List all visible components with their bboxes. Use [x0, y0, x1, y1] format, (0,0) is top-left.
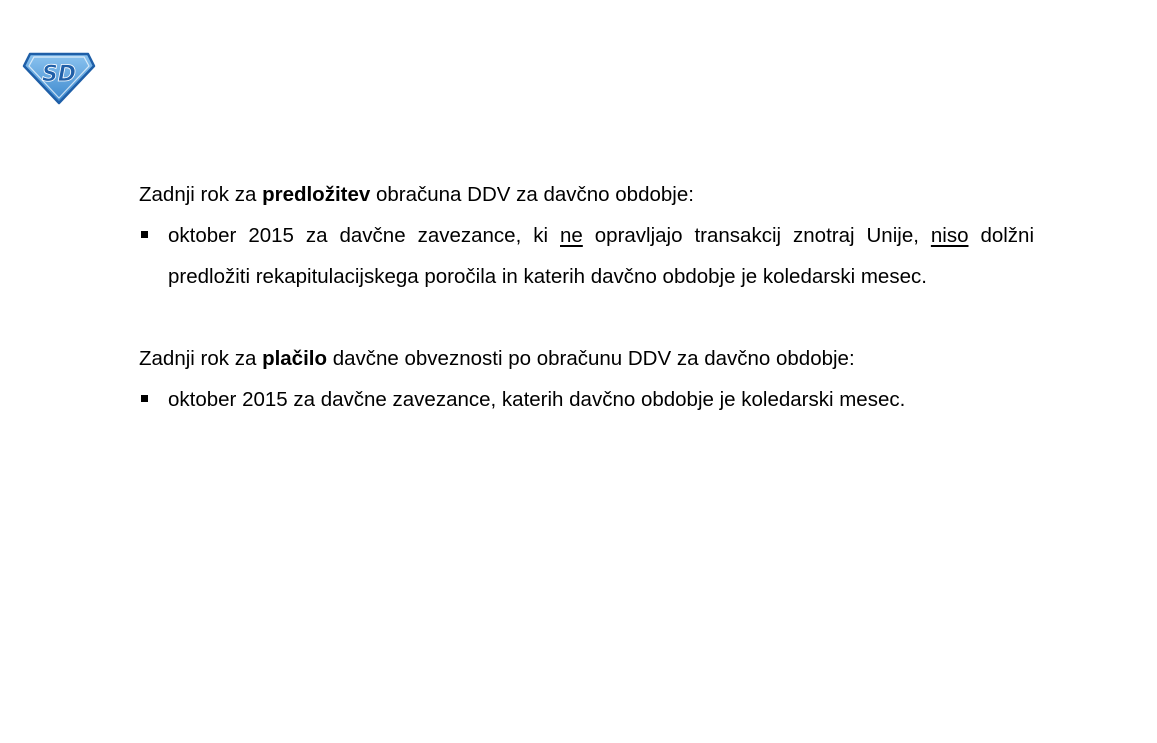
sd-shield-icon — [22, 48, 96, 106]
underlined-word: ne — [560, 224, 583, 247]
document-body — [139, 174, 1039, 420]
bullet-text-part: opravljajo transakcij znotraj Unije, — [582, 224, 931, 247]
payment-deadline-intro — [139, 338, 1039, 379]
company-logo — [22, 48, 96, 106]
logo-text: SD — [41, 62, 77, 87]
intro-bold-term: plačilo — [262, 347, 327, 370]
list-item — [139, 215, 1039, 297]
bullet-text: oktober 2015 za davčne zavezance, katerih davčno obdobje je koledarski mesec. — [168, 388, 906, 411]
bullet-square-icon — [141, 395, 148, 402]
bullet-text — [168, 215, 1034, 297]
intro-text-after: davčne obveznosti po obračunu DDV za davčno obdobje: — [327, 347, 855, 370]
intro-text-before: Zadnji rok za — [139, 347, 263, 370]
intro-text-before: Zadnji rok za — [139, 183, 263, 206]
intro-text-after: obračuna DDV za davčno obdobje: — [370, 183, 694, 206]
bullet-text-part: oktober 2015 za davčne zavezance, ki — [168, 224, 560, 247]
underlined-word: niso — [930, 224, 969, 247]
bullet-square-icon — [141, 231, 148, 238]
list-item — [139, 379, 1039, 420]
intro-bold-term: predložitev — [262, 183, 371, 206]
section-spacer — [139, 297, 1039, 338]
submission-deadline-list — [139, 215, 1039, 297]
payment-deadline-list — [139, 379, 1039, 420]
submission-deadline-intro — [139, 174, 1039, 215]
bullet-text-part: dolžni predložiti rekapitulacijskega poročila in katerih davčno obdobje je koledarski mesec. — [168, 224, 1035, 288]
